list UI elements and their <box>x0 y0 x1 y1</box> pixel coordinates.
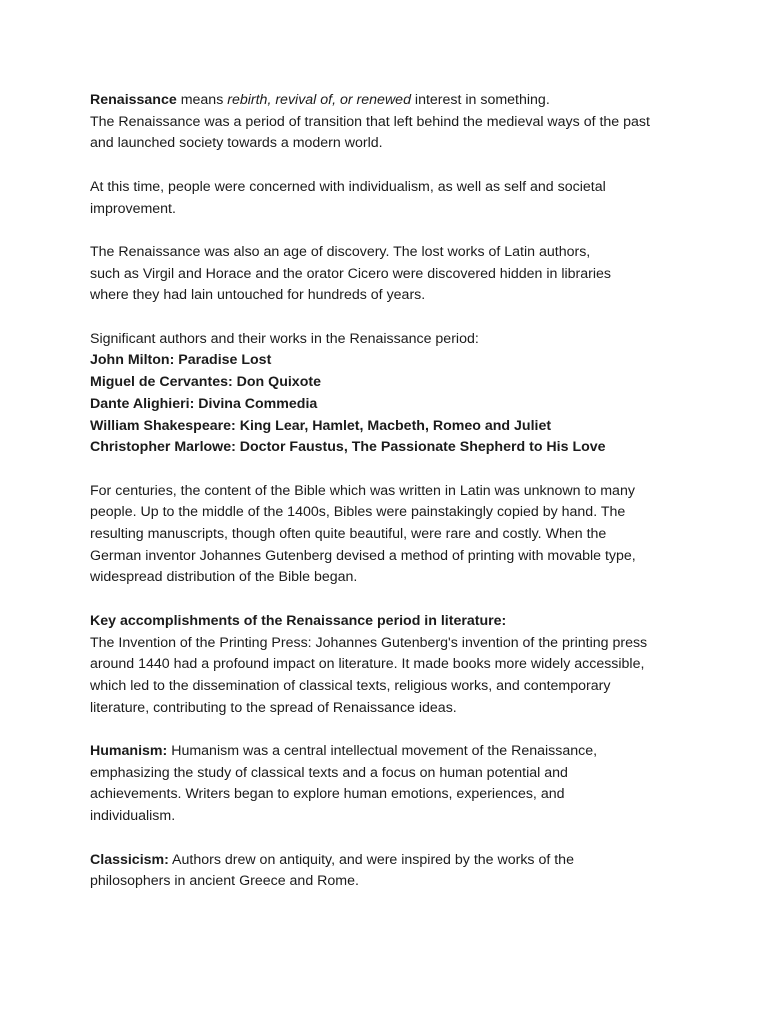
classicism-label: Classicism: <box>90 851 169 868</box>
author-item: John Milton: Paradise Lost <box>90 352 272 369</box>
humanism-paragraph <box>90 741 690 828</box>
accomplishments-heading: Key accomplishments of the Renaissance period in literature: <box>90 612 507 629</box>
author-item: Christopher Marlowe: Doctor Faustus, The Passionate Shepherd to His Love <box>90 439 606 456</box>
humanism-line-1 <box>90 741 690 763</box>
authors-section <box>90 329 690 459</box>
author-item: William Shakespeare: King Lear, Hamlet, Macbeth, Romeo and Juliet <box>90 417 552 434</box>
bible-line: German inventor Johannes Gutenberg devised a method of printing with movable type, <box>90 547 636 564</box>
intro-line-1 <box>90 90 690 112</box>
individualism-line-2: improvement. <box>90 200 176 217</box>
author-item: Dante Alighieri: Divina Commedia <box>90 395 318 412</box>
humanism-line: individualism. <box>90 808 176 825</box>
discovery-line-2: such as Virgil and Horace and the orator Cicero were discovered hidden in libraries <box>90 265 612 282</box>
renaissance-term: Renaissance <box>90 92 177 108</box>
paragraph-gap <box>90 307 690 329</box>
accomplishments-section <box>90 611 690 720</box>
individualism-line-1: At this time, people were concerned with individualism, as well as self and societal <box>90 178 606 195</box>
intro-paragraph <box>90 90 690 155</box>
paragraph-gap <box>90 459 690 481</box>
classicism-line-2: philosophers in ancient Greece and Rome. <box>90 873 359 890</box>
classicism-line-1 <box>90 850 690 872</box>
individualism-paragraph <box>90 177 690 220</box>
classicism-line-1-text: Authors drew on antiquity, and were inspired by the works of the <box>168 851 574 868</box>
discovery-paragraph <box>90 242 690 307</box>
accomplishments-line: The Invention of the Printing Press: Johannes Gutenberg's invention of the printing press <box>90 634 648 651</box>
accomplishments-line: around 1440 had a profound impact on literature. It made books more widely accessible, <box>90 656 645 673</box>
bible-paragraph <box>90 481 690 590</box>
author-item: Miguel de Cervantes: Don Quixote <box>90 374 321 391</box>
means-text: means <box>176 92 228 108</box>
paragraph-gap <box>90 719 690 741</box>
humanism-line: achievements. Writers began to explore human emotions, experiences, and <box>90 786 565 803</box>
paragraph-gap <box>90 155 690 177</box>
intro-line-2: The Renaissance was a period of transition that left behind the medieval ways of the past <box>90 113 650 130</box>
accomplishments-line: which led to the dissemination of classical texts, religious works, and contemporary <box>90 677 611 694</box>
paragraph-gap <box>90 589 690 611</box>
intro-rest-text: interest in something. <box>410 92 550 108</box>
humanism-line-1-text: Humanism was a central intellectual movement of the Renaissance, <box>167 743 598 759</box>
meaning-text: rebirth, revival of, or renewed <box>227 92 411 108</box>
humanism-label: Humanism: <box>90 743 168 759</box>
paragraph-gap <box>90 828 690 850</box>
authors-heading: Significant authors and their works in the Renaissance period: <box>90 330 479 347</box>
bible-line: widespread distribution of the Bible began. <box>90 569 358 586</box>
discovery-line-1: The Renaissance was also an age of discovery. The lost works of Latin authors, <box>90 243 591 260</box>
paragraph-gap <box>90 220 690 242</box>
bible-line: For centuries, the content of the Bible which was written in Latin was unknown to many <box>90 482 635 499</box>
intro-line-3: and launched society towards a modern world. <box>90 135 383 152</box>
bible-line: resulting manuscripts, though often quite beautiful, were rare and costly. When the <box>90 526 607 542</box>
classicism-paragraph <box>90 850 690 893</box>
accomplishments-line: literature, contributing to the spread of Renaissance ideas. <box>90 699 457 716</box>
humanism-line: emphasizing the study of classical texts and a focus on human potential and <box>90 764 568 781</box>
discovery-line-3: where they had lain untouched for hundreds of years. <box>90 287 426 304</box>
bible-line: people. Up to the middle of the 1400s, Bibles were painstakingly copied by hand. The <box>90 504 626 521</box>
document-page <box>90 90 690 893</box>
